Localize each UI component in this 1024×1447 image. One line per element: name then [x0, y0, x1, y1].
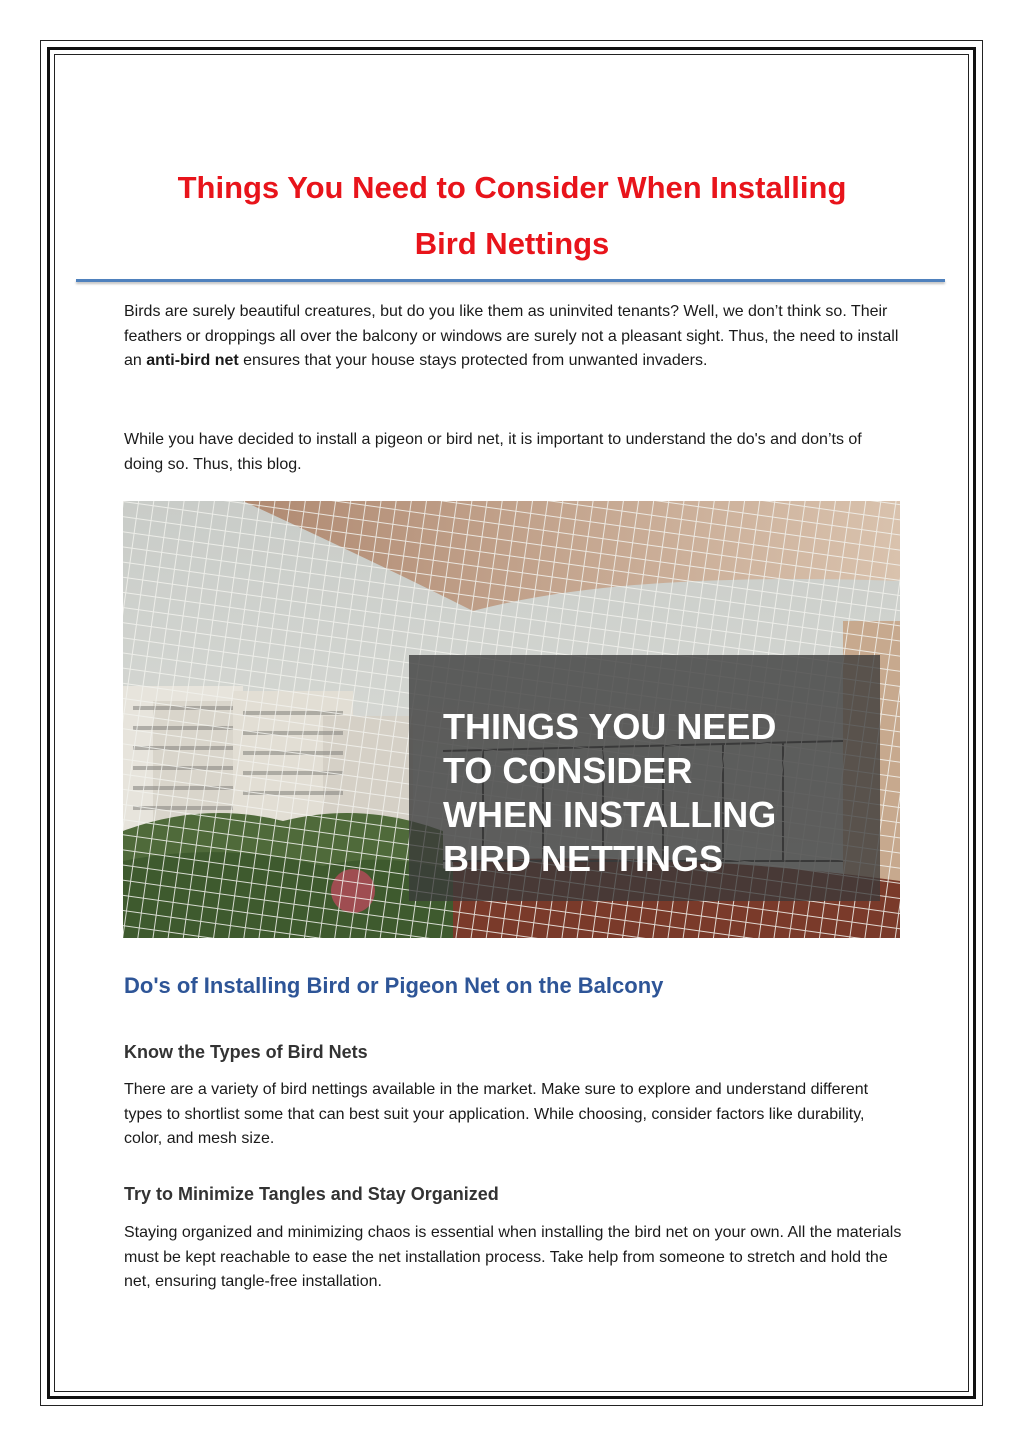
anti-bird-net-keyword: anti-bird net [146, 352, 239, 369]
hero-overlay-line1: THINGS YOU NEED [443, 706, 777, 747]
section-heading-dos: Do's of Installing Bird or Pigeon Net on the Balcony [124, 973, 664, 998]
hero-overlay-line3: WHEN INSTALLING [443, 794, 777, 835]
paragraph-types-of-nets: There are a variety of bird nettings available in the market. Make sure to explore and understand different types to shortlist some that can best suit your application. While choosing, consider factors like durability, color, and mesh size. [124, 1081, 869, 1147]
intro-text-after: ensures that your house stays protected from unwanted invaders. [238, 352, 708, 369]
hero-overlay-line2: TO CONSIDER [443, 750, 693, 791]
title-divider [76, 279, 945, 282]
hero-overlay-line4: BIRD NETTINGS [443, 838, 724, 879]
paragraph-minimize-tangles: Staying organized and minimizing chaos is essential when installing the bird net on your own. All the materials must be kept reachable to ease the net installation process. Take help from someone to stretch and hold the net, ensuring tangle-free installation. [124, 1224, 902, 1290]
intro-text-before: Birds are surely beautiful creatures, but do you like them as uninvited tenants? Well, we don’t think so. Their feathers or droppings all over the balcony or windows are surely not a pleasant sight. Thus, the need to install an [124, 303, 899, 369]
hero-image [123, 501, 900, 938]
intro-paragraph [124, 300, 904, 374]
hero-image-graphic [123, 501, 900, 938]
page-title [100, 160, 924, 272]
intro-paragraph-2: While you have decided to install a pigeon or bird net, it is important to understand the do's and don’ts of doing so. Thus, this blog. [124, 431, 862, 473]
page-title-line2: Bird Nettings [414, 226, 610, 261]
subheading-types-of-nets: Know the Types of Bird Nets [124, 1042, 368, 1062]
page-title-line1: Things You Need to Consider When Installing [177, 170, 847, 205]
subheading-minimize-tangles: Try to Minimize Tangles and Stay Organized [124, 1184, 499, 1204]
